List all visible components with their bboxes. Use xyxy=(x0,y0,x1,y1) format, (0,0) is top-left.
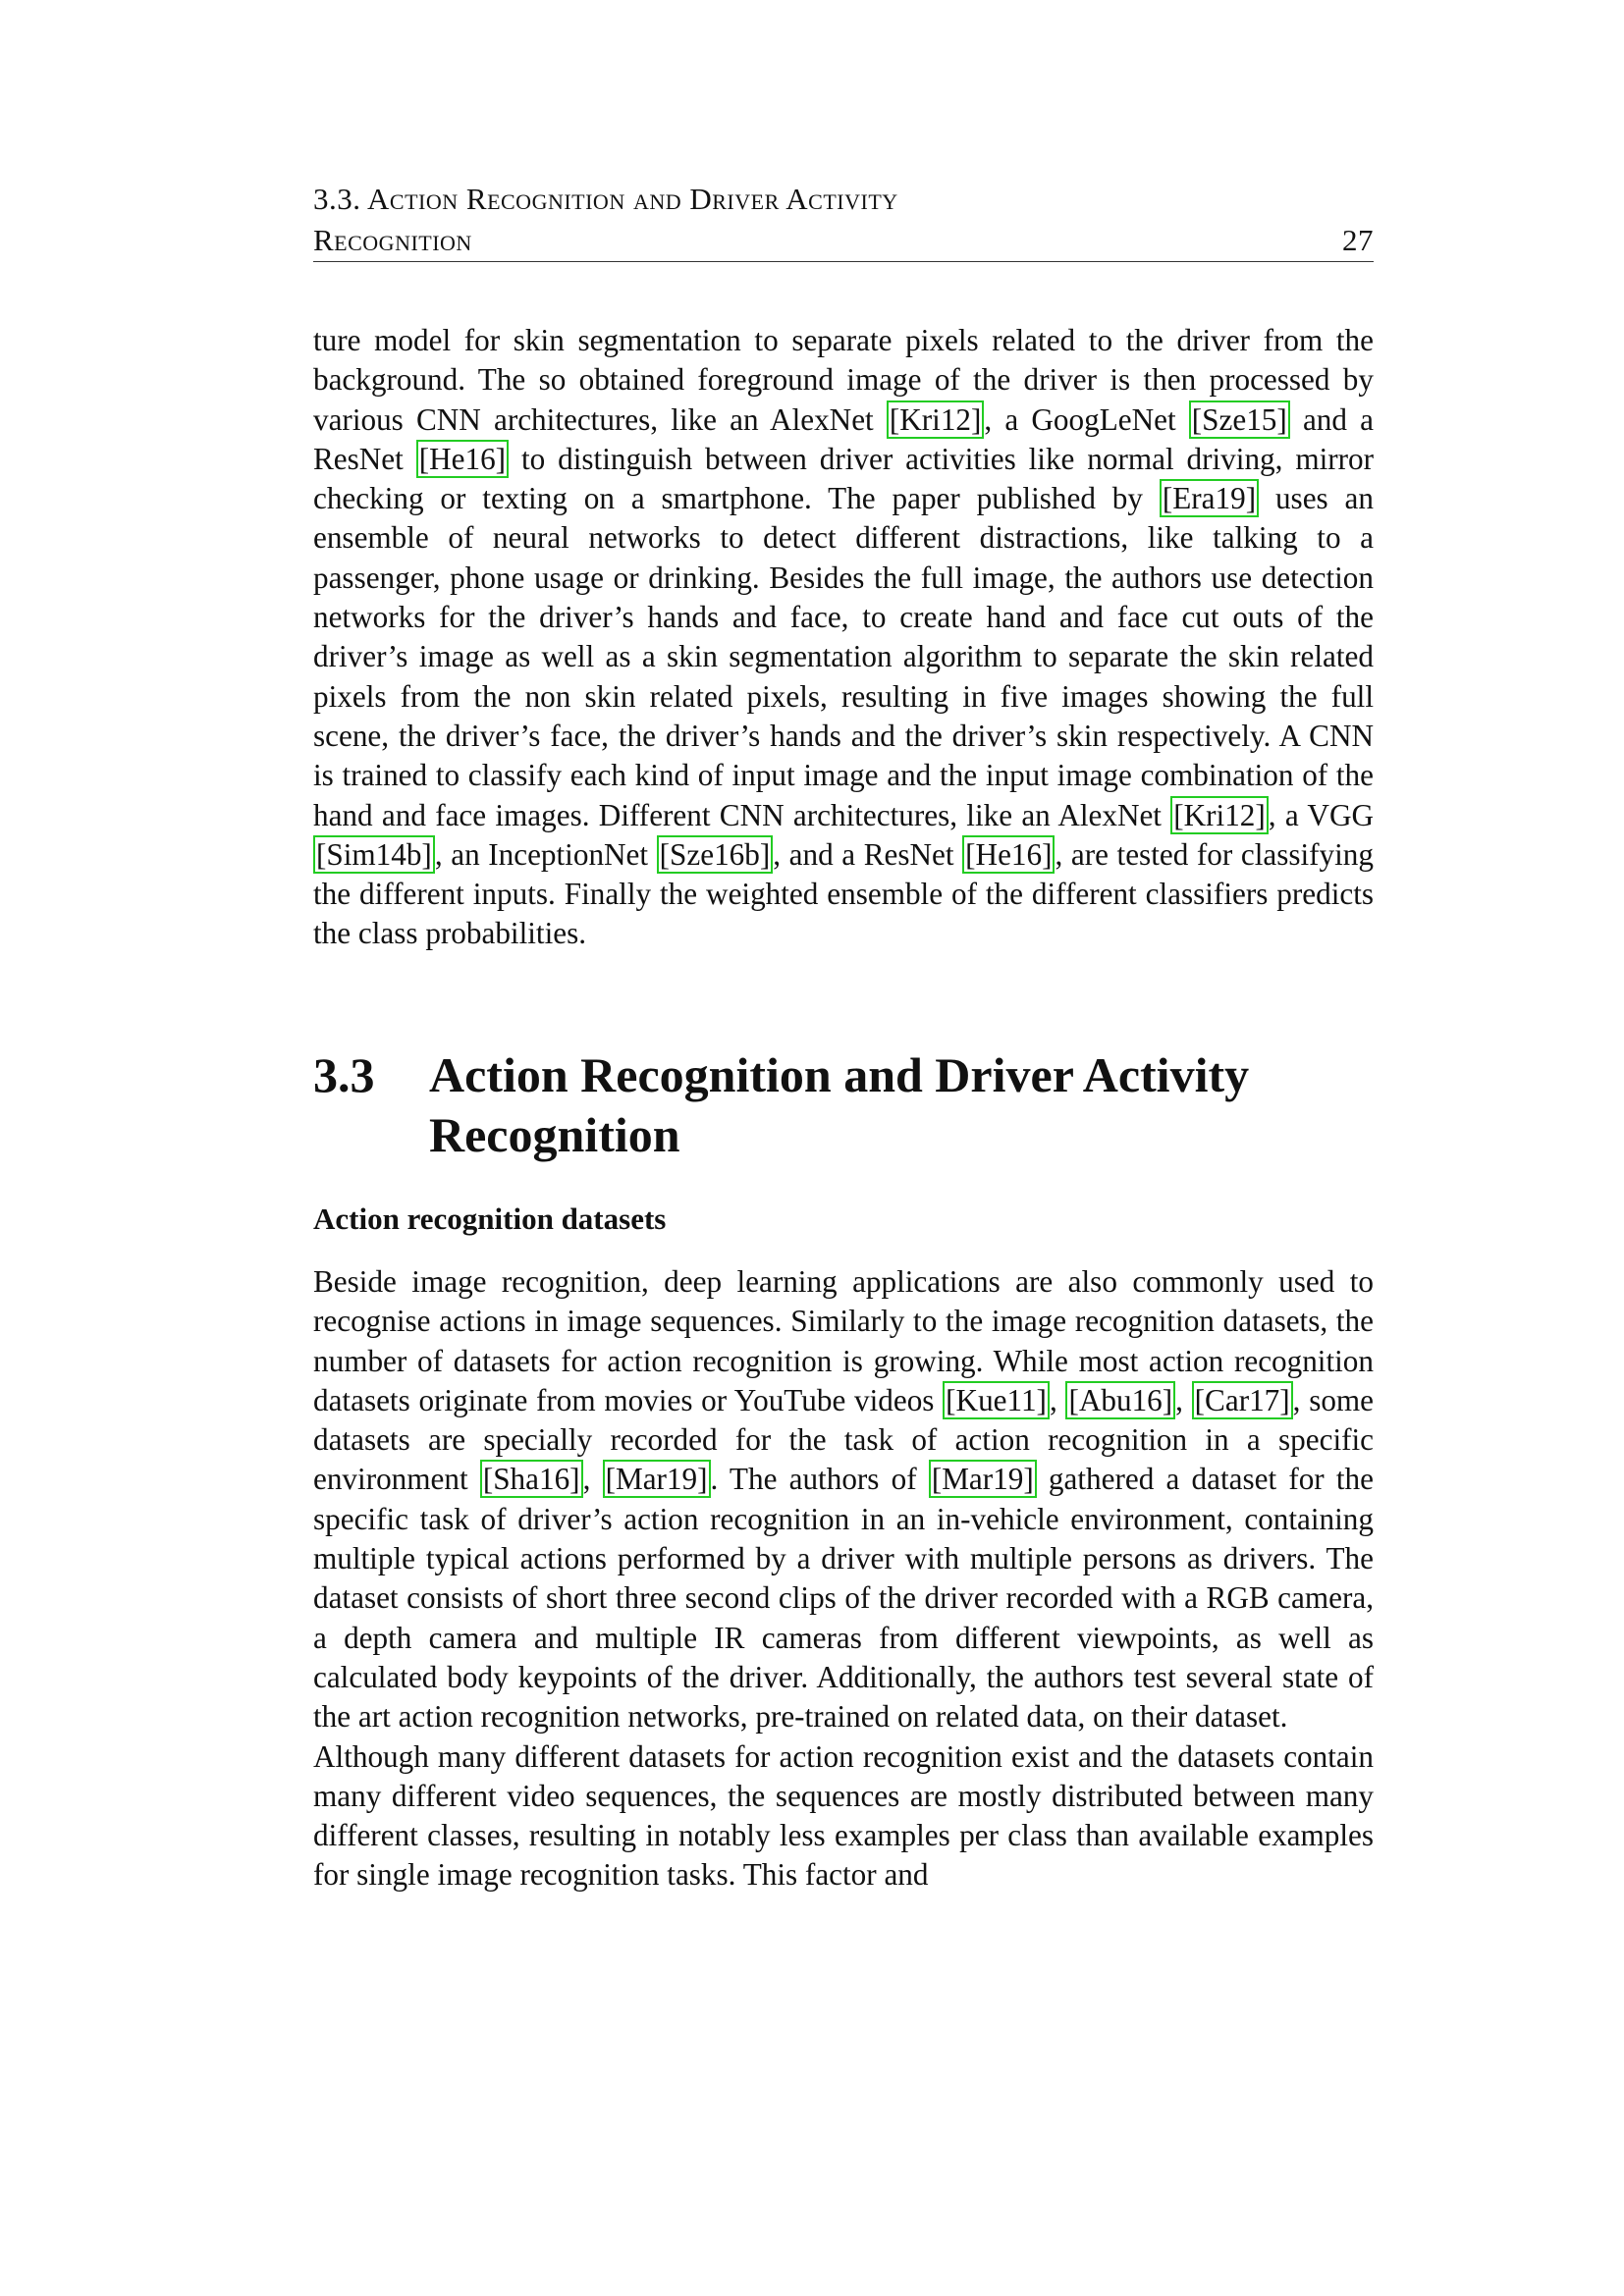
citation-link[interactable]: [Sze15] xyxy=(1189,400,1290,439)
citation-link[interactable]: [Kri12] xyxy=(1170,796,1269,834)
running-header xyxy=(313,179,1374,261)
citation-link[interactable]: [Kri12] xyxy=(887,400,985,439)
text-run: , are tested for classifying the different inputs. Finally the weighted ensemble of the different classifiers predicts the class probabilities. xyxy=(313,836,1374,951)
text-run: uses an ensemble of neural networks to detect different distractions, like talking to a passenger, phone usage or drinking. Besides the full image, the authors use detection networks for the driver’s hands and face, to create hand and face cut outs of the driver’s image as well as a skin segmentation algorithm to separate the skin related pixels from the non skin related pixels, resulting in five images showing the full scene, the driver’s face, the driver’s hands and the driver’s skin respectively. A CNN is trained to classify each kind of input image and the input image combination of the hand and face images. Different CNN architectures, like an AlexNet xyxy=(313,481,1374,832)
text-run: , a GoogLeNet xyxy=(984,401,1189,437)
text-run: and a ResNet xyxy=(313,401,1374,476)
header-divider xyxy=(313,261,1374,262)
citation-link[interactable]: [Mar19] xyxy=(929,1460,1037,1498)
section-heading xyxy=(313,1045,1374,1165)
text-run: , xyxy=(582,1462,603,1497)
paragraph xyxy=(313,321,1374,954)
paragraph-continuation xyxy=(313,321,1374,954)
header-row-2 xyxy=(313,220,1374,261)
text-run: , an InceptionNet xyxy=(434,836,657,872)
citation-link[interactable]: [He16] xyxy=(416,440,509,478)
text-run: to distinguish between driver activities like normal driving, mirror checking or texting on a smartphone. The paper published by xyxy=(313,441,1375,516)
page-number: 27 xyxy=(1342,223,1374,257)
paragraph xyxy=(313,1262,1374,1737)
citation-link[interactable]: [Sim14b] xyxy=(313,835,435,874)
section-title: Action Recognition and Driver Activity Recognition xyxy=(429,1047,1250,1162)
subsection-heading: Action recognition datasets xyxy=(313,1201,667,1236)
citation-link[interactable]: [Car17] xyxy=(1192,1381,1293,1419)
text-run: . The authors of xyxy=(710,1462,929,1497)
text-run: , xyxy=(1175,1382,1192,1417)
citation-link[interactable]: [Era19] xyxy=(1160,479,1259,517)
citation-link[interactable]: [Sha16] xyxy=(480,1460,583,1498)
paragraph: Although many different datasets for action recognition exist and the datasets contain many different video sequences, the sequences are mostly distributed between many different classes, resulting in notably less examples per class than available examples for single image recognition tasks. This factor and xyxy=(313,1738,1374,1893)
text-run: , and a ResNet xyxy=(773,836,963,872)
citation-link[interactable]: [He16] xyxy=(962,835,1055,874)
text-run: ture model for skin segmentation to separate pixels related to the driver from the background. The so obtained foreground image of the driver is then processed by various CNN architectures, like an AlexNet xyxy=(313,323,1374,437)
text-run: gathered a dataset for the specific task of driver’s action recognition in an in-vehicle environment, containing multiple typical actions performed by a driver with multiple persons as drivers. The dataset consists of short three second clips of the driver recorded with a RGB camera, a depth camera and multiple IR cameras from different viewpoints, as well as calculated body keypoints of the driver. Additionally, the authors test several state of the art action recognition networks, pre-trained on related data, on their dataset. xyxy=(313,1462,1374,1735)
section-number: 3.3 xyxy=(313,1047,375,1102)
header-section-title-line2: Recognition xyxy=(313,223,472,257)
citation-link[interactable]: [Sze16b] xyxy=(657,835,774,874)
text-run: , a VGG xyxy=(1268,797,1374,832)
text-run: Beside image recognition, deep learning applications are also commonly used to recognise actions in image sequences. Similarly to the image recognition datasets, the number of datasets for action recognition is growing. While most action recognition datasets originate from movies or YouTube videos xyxy=(313,1264,1374,1417)
citation-link[interactable]: [Kue11] xyxy=(943,1381,1050,1419)
header-section-title-line1: 3.3. Action Recognition and Driver Activity xyxy=(313,182,898,216)
citation-link[interactable]: [Abu16] xyxy=(1065,1381,1175,1419)
text-run: , xyxy=(1049,1382,1066,1417)
citation-link[interactable]: [Mar19] xyxy=(603,1460,711,1498)
section-body xyxy=(313,1262,1374,1896)
text-run: , some datasets are specially recorded for the task of action recognition in a specific environment xyxy=(313,1382,1375,1497)
